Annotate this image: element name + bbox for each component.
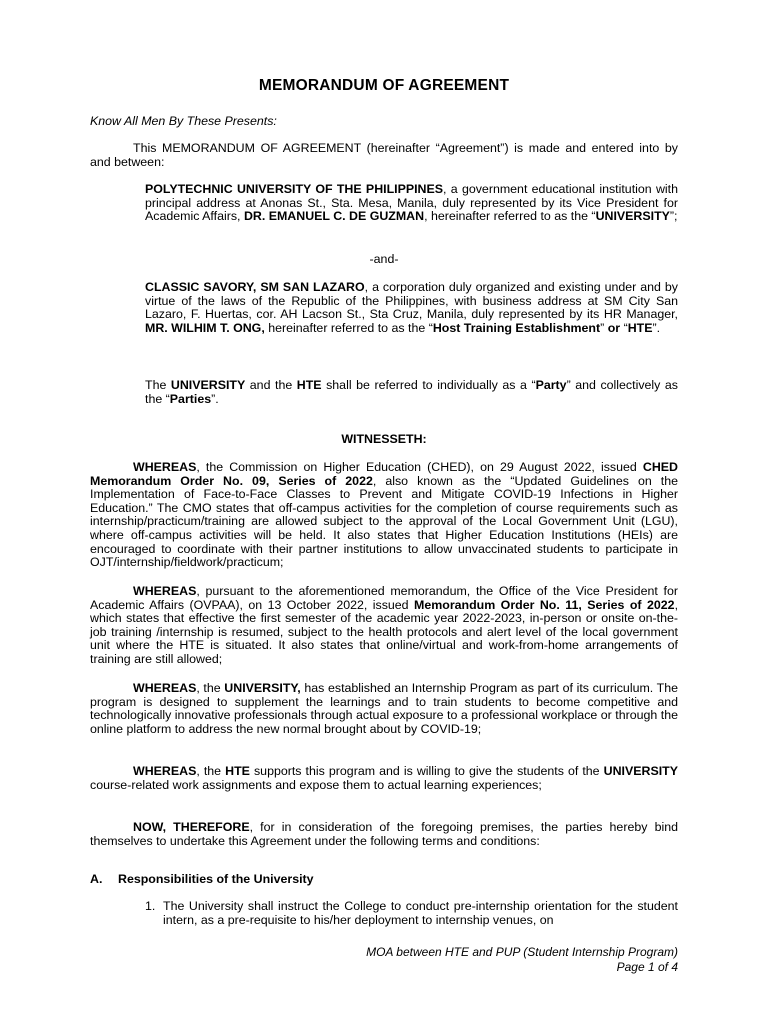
hte-abbreviation: HTE (627, 320, 653, 335)
party-hte-text-4: “ (620, 320, 628, 335)
whereas-3-university: UNIVERSITY, (224, 681, 301, 695)
whereas-2-text-2: , which states that effective the first semester of the academic year 2022-2023, in-person or onsite on-the-job training /internship is resumed, subject to the health protocols and alert level of the local government unit where the HTE is situated. It also states that online/virtual and work-from-home arrangements of training are still allowed; (90, 597, 679, 666)
university-representative: DR. EMANUEL C. DE GUZMAN (243, 209, 425, 224)
party-hte-paragraph (145, 281, 678, 335)
opening-paragraph: This MEMORANDUM OF AGREEMENT (hereinafter “Agreement”) is made and entered into by and between: (90, 141, 678, 169)
hte-company-name: CLASSIC SAVORY, SM SAN LAZARO (145, 280, 365, 294)
parties-def-text-4: ” and collectively as the “ (145, 378, 678, 406)
whereas-4-hte: HTE (225, 764, 250, 778)
whereas-2-lead: WHEREAS (133, 584, 197, 598)
whereas-3-lead: WHEREAS (133, 681, 197, 695)
party-hte-text-1: , a corporation duly organized and existing under and by virtue of the laws of the Republic of the Philippines, with business address at SM City San Lazaro, F. Huertas, cor. AH Lacson St., Sta Cruz, Manila, duly represented by its HR Manager, (145, 280, 678, 322)
list-item-number-1: 1. (145, 899, 156, 913)
whereas-2-reference: Memorandum Order No. 11, Series of 2022 (414, 597, 675, 612)
whereas-paragraph-3 (90, 682, 678, 736)
university-name: POLYTECHNIC UNIVERSITY OF THE PHILIPPINES (145, 182, 444, 196)
parties-def-parties: Parties (169, 391, 212, 406)
document-title: MEMORANDUM OF AGREEMENT (258, 77, 510, 94)
and-separator: -and- (369, 252, 399, 266)
whereas-1-reference: CHED Memorandum Order No. 09, Series of 2022 (90, 460, 678, 488)
parties-def-text-5: ”. (211, 391, 219, 406)
whereas-paragraph-2 (90, 585, 678, 667)
parties-def-party: Party (535, 378, 567, 392)
party-university-text-3: ”; (669, 209, 678, 224)
parties-definition-paragraph (145, 379, 678, 406)
whereas-1-text-1: , the Commission on Higher Education (CHED), on 29 August 2022, issued (196, 460, 643, 474)
now-therefore-lead: NOW, THEREFORE (133, 820, 250, 834)
whereas-3-text-2: has established an Internship Program as part of its curriculum. The program is designed to supplement the learnings and to train students to become competitive and technologically innovative professionals through actual exposure to a professional workplace or through the online platform to address the new normal brought about by COVID-19; (90, 681, 678, 736)
footer-page-number: Page 1 of 4 (616, 960, 678, 974)
whereas-1-text-2: , also known as the “Updated Guidelines on the Implementation of Face-to-Face Classes to Prevent and Mitigate COVID-19 Infections in Higher Education.” The CMO states that off-campus activities for the completion of course requirements such as internship/practicum/training are allowed subject to the approval of the Local Government Unit (LGU), where off-campus activities will be held. It also states that Higher Education Institutions (HEIs) are encouraged to coordinate with their partner institutions to allow unvaccinated students to participate in OJT/internship/fieldwork/practicum; (90, 473, 678, 570)
hte-or: or (607, 320, 621, 335)
list-item-1-text: The University shall instruct the College to conduct pre-internship orientation for the student intern, as a pre-requisite to his/her deployment to internship venues, on (163, 899, 678, 927)
now-therefore-text: , for in consideration of the foregoing premises, the parties hereby bind themselves to undertake this Agreement under the following terms and conditions: (90, 820, 678, 848)
footer-document-title: MOA between HTE and PUP (Student Internship Program) (366, 945, 678, 959)
whereas-4-text-3: course-related work assignments and expose them to actual learning experiences; (90, 777, 542, 792)
parties-def-text-1: The (145, 378, 171, 392)
party-university-text-1: , a government educational institution with principal address at Anonas St., Sta. Mesa, Manila, duly represented by its Vice President for Academic Affairs, (145, 182, 678, 224)
party-hte-text-5: ”. (652, 320, 661, 335)
intro-line: Know All Men By These Presents: (90, 114, 277, 128)
parties-def-university: UNIVERSITY (170, 378, 246, 392)
whereas-4-university: UNIVERSITY (603, 764, 678, 778)
whereas-2-text-1: , pursuant to the aforementioned memorandum, the Office of the Vice President for Academic Affairs (OVPAA), on 13 October 2022, issued (90, 584, 678, 612)
university-term: UNIVERSITY (595, 209, 670, 224)
parties-def-text-2: and the (245, 378, 297, 392)
party-university-paragraph (145, 183, 678, 224)
whereas-4-text-1: , the (196, 764, 226, 778)
whereas-1-lead: WHEREAS (133, 460, 197, 474)
hte-representative: MR. WILHIM T. ONG, (145, 320, 265, 335)
party-university-text-2: , hereinafter referred to as the “ (424, 209, 596, 224)
whereas-4-text-2: supports this program and is willing to give the students of the (249, 764, 604, 778)
section-a-title: Responsibilities of the University (118, 872, 314, 886)
parties-def-text-3: shall be referred to individually as a “ (321, 378, 536, 392)
party-hte-text-3: ” (600, 320, 608, 335)
witnesseth-heading: WITNESSETH: (341, 432, 427, 446)
whereas-3-text-1: , the (196, 681, 225, 695)
now-therefore-paragraph (90, 821, 678, 848)
parties-def-hte: HTE (296, 378, 322, 392)
party-hte-text-2: hereinafter referred to as the “ (264, 320, 433, 335)
section-a-letter: A. (90, 872, 103, 886)
whereas-paragraph-4 (90, 765, 678, 792)
whereas-paragraph-1 (90, 461, 678, 570)
whereas-4-lead: WHEREAS (133, 764, 197, 778)
hte-term: Host Training Establishment (432, 320, 601, 335)
